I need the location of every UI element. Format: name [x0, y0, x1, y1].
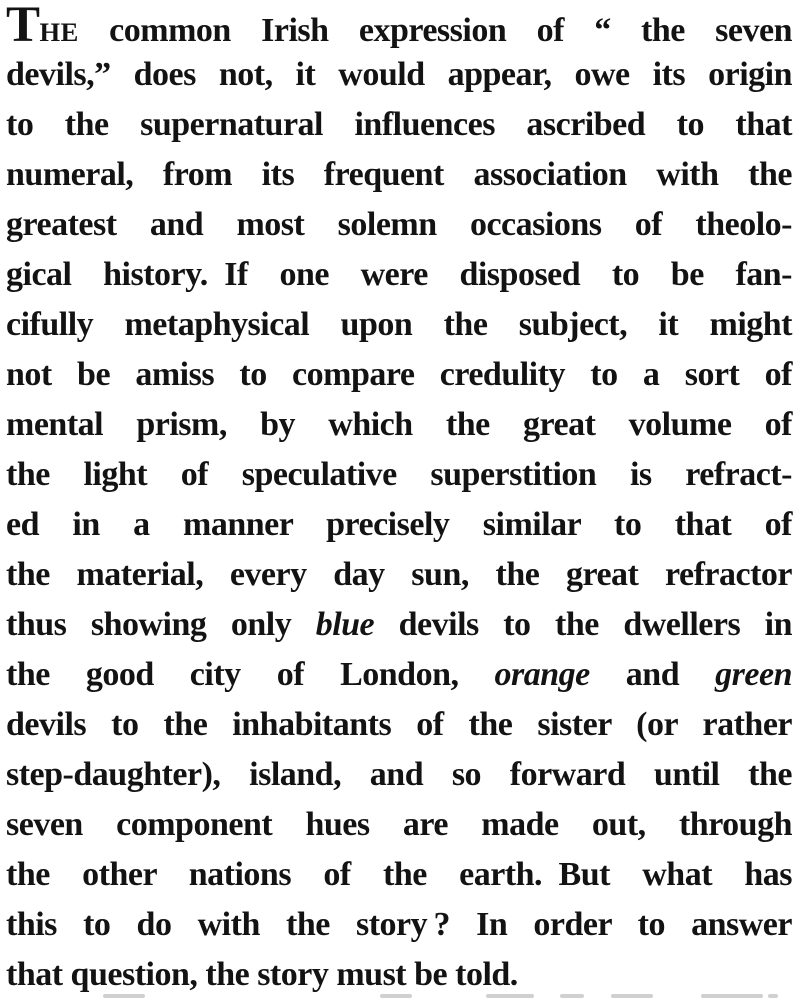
- text-segment: HE: [39, 17, 79, 47]
- text-segment: the light of speculative superstition is refract-: [6, 456, 792, 493]
- text-line: [6, 850, 792, 900]
- faint-mark: [560, 994, 584, 998]
- text-line: [6, 200, 792, 250]
- text-line: [6, 250, 792, 300]
- text-line: [6, 750, 792, 800]
- text-segment: T: [6, 0, 40, 53]
- text-segment: thus showing only: [6, 606, 316, 643]
- text-segment: this to do with the story ? In order to answer: [6, 906, 792, 943]
- faint-mark: [701, 994, 763, 998]
- text-segment: the material, every day sun, the great refractor: [6, 556, 792, 593]
- text-line: [6, 300, 792, 350]
- text-line: [6, 150, 792, 200]
- text-line: [6, 500, 792, 550]
- text-segment: numeral, from its frequent association with the: [6, 156, 792, 193]
- text-line: [6, 700, 792, 750]
- text-segment: devils,” does not, it would appear, owe its origin: [6, 56, 792, 93]
- text-segment: devils to the inhabitants of the sister (or rather: [6, 706, 792, 743]
- text-line: [6, 0, 792, 53]
- text-segment: the good city of London,: [6, 656, 495, 693]
- text-segment: cifully metaphysical upon the subject, it might: [6, 306, 792, 343]
- faint-mark: [611, 994, 653, 998]
- text-line: [6, 50, 792, 100]
- scan-artifact-marks: [0, 991, 800, 1001]
- text-segment: gical history. If one were disposed to be fan-: [6, 256, 792, 293]
- text-segment: to the supernatural influences ascribed to that: [6, 106, 792, 143]
- page-text: [6, 0, 792, 1000]
- faint-mark: [103, 994, 145, 998]
- text-line: [6, 400, 792, 450]
- faint-mark: [486, 994, 534, 998]
- italic-word: orange: [494, 656, 590, 693]
- text-line: [6, 900, 792, 950]
- text-line: [6, 450, 792, 500]
- italic-word: blue: [315, 606, 375, 643]
- text-line: [6, 650, 792, 700]
- text-segment: greatest and most solemn occasions of theolo-: [6, 206, 792, 243]
- faint-mark: [380, 994, 412, 998]
- text-segment: common Irish expression of “ the seven: [78, 12, 792, 49]
- text-line: [6, 600, 792, 650]
- text-segment: the other nations of the earth. But what has: [6, 856, 792, 893]
- text-segment: devils to the dwellers in: [374, 606, 793, 643]
- text-segment: step-daughter), island, and so forward until the: [6, 756, 792, 793]
- text-segment: that question, the story must be told.: [6, 956, 518, 993]
- text-segment: seven component hues are made out, through: [6, 806, 792, 843]
- text-segment: not be amiss to compare credulity to a sort of: [6, 356, 792, 393]
- text-segment: and: [589, 656, 716, 693]
- text-line: [6, 100, 792, 150]
- text-line: [6, 350, 792, 400]
- text-line: [6, 550, 792, 600]
- text-segment: ed in a manner precisely similar to that of: [6, 506, 792, 543]
- faint-mark: [768, 994, 778, 998]
- italic-word: green: [715, 656, 792, 693]
- text-line: [6, 800, 792, 850]
- text-segment: mental prism, by which the great volume of: [6, 406, 792, 443]
